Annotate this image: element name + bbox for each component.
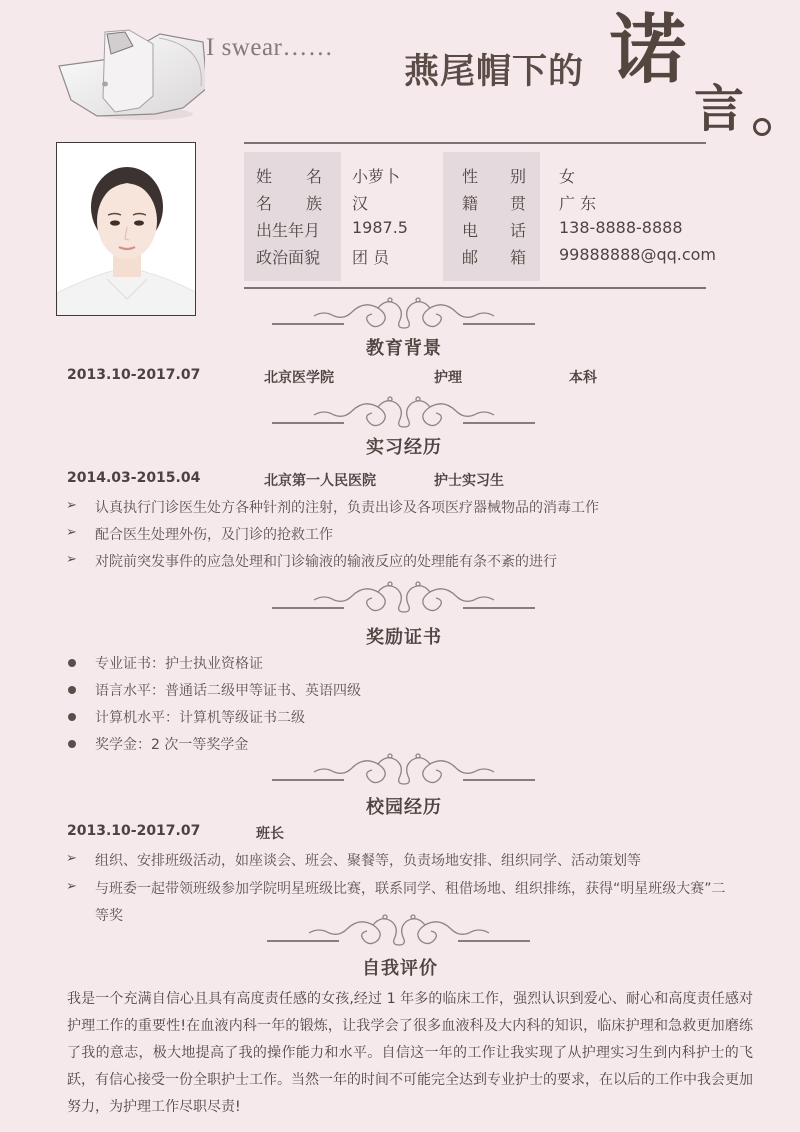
award-item: 奖学金：2 次一等奖学金 xyxy=(95,737,249,753)
info-row-ethnicity: 名 族 汉 xyxy=(256,191,322,214)
arrow-bullet-icon: ➢ xyxy=(66,851,77,866)
nurse-cap-icon xyxy=(55,28,205,123)
info-value-birth: 1987.5 xyxy=(352,218,408,237)
arrow-bullet-icon: ➢ xyxy=(66,552,77,567)
campus-item-continuation: 等奖 xyxy=(95,908,123,924)
dot-bullet-icon xyxy=(68,659,76,667)
info-value-political: 团 员 xyxy=(352,248,390,267)
campus-item: 组织、安排班级活动，如座谈会、班会、聚餐等，负责场地安排、组织同学、活动策划等 xyxy=(95,853,641,869)
dot-bullet-icon xyxy=(68,713,76,721)
internship-role: 护士实习生 xyxy=(434,473,504,489)
internship-org: 北京第一人民医院 xyxy=(264,473,376,489)
section-title-education: 教育背景 xyxy=(366,338,442,359)
info-value-gender: 女 xyxy=(559,167,576,186)
info-value-phone[interactable]: 138-8888-8888 xyxy=(559,218,683,237)
info-value-name: 小萝卜 xyxy=(352,167,401,186)
page-title-big-char-1: 诺 xyxy=(610,5,686,94)
flourish-ornament-icon xyxy=(299,911,499,949)
info-row-phone: 电 话 138-8888-8888 xyxy=(462,218,683,240)
internship-item: 对院前突发事件的应急处理和门诊输液的输液反应的处理能有条不紊的进行 xyxy=(95,554,557,570)
flourish-ornament-icon xyxy=(304,294,504,332)
header-rule-bottom xyxy=(244,287,706,289)
education-degree: 本科 xyxy=(569,370,597,386)
info-row-email: 邮 箱 99888888@qq.com xyxy=(462,245,717,267)
flourish-ornament-icon xyxy=(304,578,504,616)
education-school: 北京医学院 xyxy=(264,370,334,386)
info-value-email[interactable]: 99888888@qq.com xyxy=(559,245,717,264)
header-rule-top xyxy=(244,142,706,144)
dot-bullet-icon xyxy=(68,740,76,748)
info-value-ethnicity: 汉 xyxy=(352,194,369,213)
info-row-name: 姓 名 小萝卜 xyxy=(256,164,322,187)
education-period: 2013.10-2017.07 xyxy=(67,367,201,383)
internship-item: 配合医生处理外伤，及门诊的抢救工作 xyxy=(95,527,333,543)
award-item: 语言水平：普通话二级甲等证书、英语四级 xyxy=(95,683,361,699)
internship-period: 2014.03-2015.04 xyxy=(67,470,201,486)
internship-item: 认真执行门诊医生处方各种针剂的注射，负责出诊及各项医疗器械物品的消毒工作 xyxy=(95,500,599,516)
title-period-mark xyxy=(753,118,771,136)
flourish-ornament-icon xyxy=(304,750,504,788)
section-title-internship: 实习经历 xyxy=(366,437,442,458)
info-value-hometown: 广 东 xyxy=(559,194,597,213)
dot-bullet-icon xyxy=(68,686,76,694)
portrait-illustration xyxy=(57,143,196,316)
page-title-big-char-2: 言 xyxy=(694,79,744,138)
info-row-gender: 性 别 女 xyxy=(462,164,526,187)
page-title: 燕尾帽下的 xyxy=(404,51,585,92)
info-row-political: 政治面貌 团 员 xyxy=(256,245,320,268)
section-title-self-eval: 自我评价 xyxy=(362,958,438,979)
section-title-campus: 校园经历 xyxy=(366,797,442,818)
arrow-bullet-icon: ➢ xyxy=(66,498,77,513)
arrow-bullet-icon: ➢ xyxy=(66,525,77,540)
award-item: 计算机水平：计算机等级证书二级 xyxy=(95,710,305,726)
campus-role: 班长 xyxy=(256,826,284,842)
info-row-birth: 出生年月 1987.5 xyxy=(256,218,408,240)
info-row-hometown: 籍 贯 广 东 xyxy=(462,191,526,214)
profile-photo xyxy=(56,142,196,316)
section-title-awards: 奖励证书 xyxy=(366,627,442,648)
campus-period: 2013.10-2017.07 xyxy=(67,823,201,839)
arrow-bullet-icon: ➢ xyxy=(66,879,77,894)
tagline: I swear…… xyxy=(206,34,334,61)
education-major: 护理 xyxy=(434,370,462,386)
self-evaluation-text: 我是一个充满自信心且具有高度责任感的女孩,经过 1 年多的临床工作，强烈认识到爱心、耐心和高度责任感对护理工作的重要性!在血液内科一年的锻炼，让我学会了很多血液科及大内科的知识，临床护理和急救更加磨练了我的意志，极大地提高了我的操作能力和水平。自信这一年的工作让我实现了从护理实习生到内科护士的飞跃，有信心接受一份全职护士工作。当然一年的时间不可能完全达到专业护士的要求，在以后的工作中我会更加努力，为护理工作尽职尽责! xyxy=(67,991,753,1115)
campus-item: 与班委一起带领班级参加学院明星班级比赛，联系同学、租借场地、组织排练，获得“明星班级大赛”二 xyxy=(95,881,726,897)
flourish-ornament-icon xyxy=(304,393,504,431)
award-item: 专业证书：护士执业资格证 xyxy=(95,656,263,672)
